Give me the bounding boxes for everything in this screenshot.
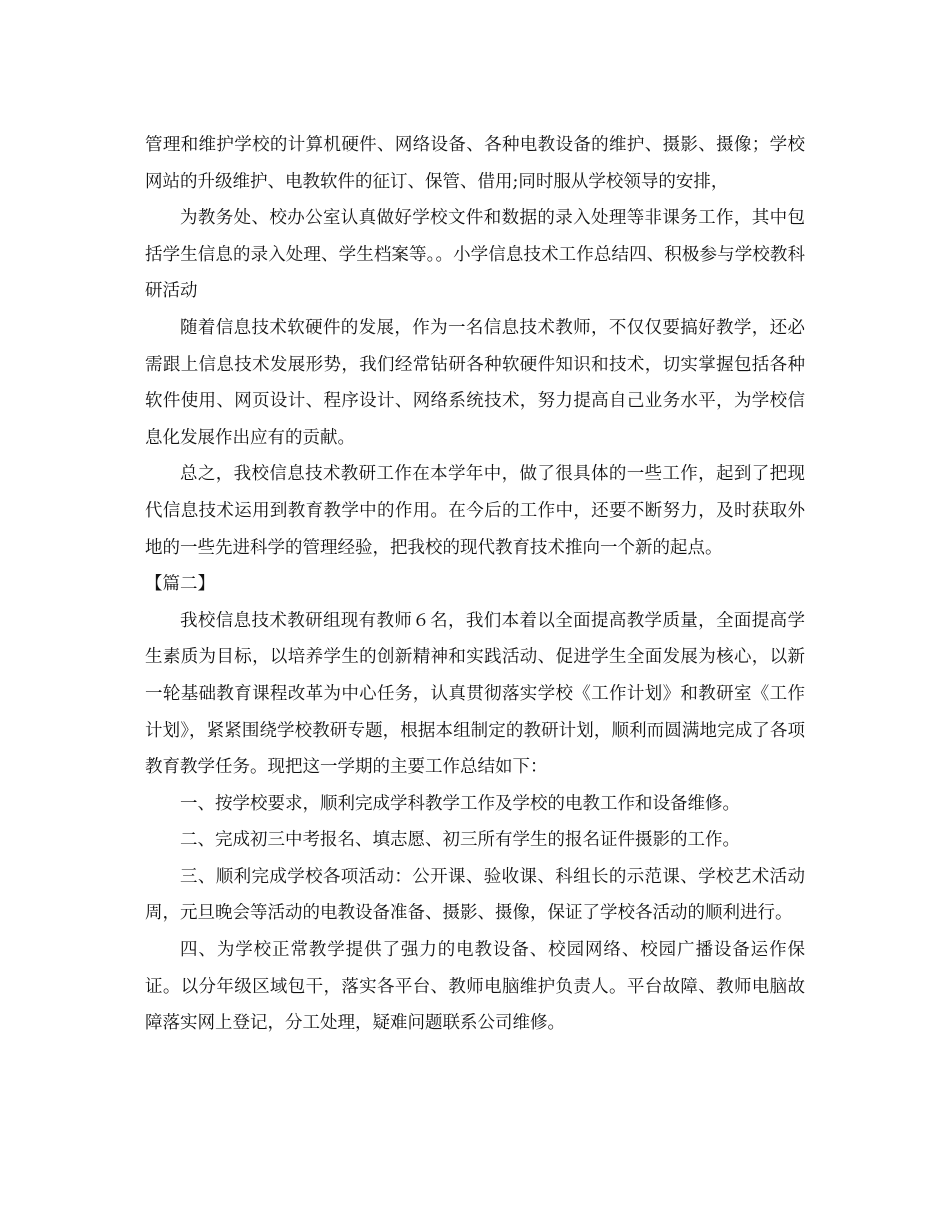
paragraph-data-entry: 为教务处、校办公室认真做好学校文件和数据的录入处理等非课务工作，其中包括学生信息的录入处理、学生档案等。。小学信息技术工作总结四、积极参与学校教科研活动 <box>145 208 805 302</box>
list-item-four: 四、为学校正常教学提供了强力的电教设备、校园网络、校园广播设备运作保证。以分年级区域包干，落实各平台、教师电脑维护负责人。平台故障、教师电脑故障落实网上登记，分工处理，疑难问题联系公司维修。 <box>145 940 805 1034</box>
list-item-three: 三、顺利完成学校各项活动：公开课、验收课、科组长的示范课、学校艺术活动周，元旦晚会等活动的电教设备准备、摄影、摄像，保证了学校各活动的顺利进行。 <box>145 866 805 924</box>
paragraph-group-intro: 我校信息技术教研组现有教师６名，我们本着以全面提高教学质量，全面提高学生素质为目标，以培养学生的创新精神和实践活动、促进学生全面发展为核心，以新一轮基础教育课程改革为中心任务，认真贯彻落实学校《工作计划》和教研室《工作计划》，紧紧围绕学校教研专题，根据本组制定的教研计划，顺利而圆满地完成了各项教育教学任务。现把这一学期的主要工作总结如下： <box>145 610 805 778</box>
document-body <box>145 127 805 1042</box>
paragraph-skill-development: 随着信息技术软硬件的发展，作为一名信息技术教师，不仅仅要搞好教学，还必需跟上信息技术发展形势，我们经常钻研各种软硬件知识和技术，切实掌握包括各种软件使用、网页设计、程序设计、网络系统技术，努力提高自己业务水平，为学校信息化发展作出应有的贡献。 <box>145 317 805 448</box>
section-heading-part-two: 【篇二】 <box>145 574 215 595</box>
paragraph-maintenance-duties: 管理和维护学校的计算机硬件、网络设备、各种电教设备的维护、摄影、摄像；学校网站的升级维护、电教软件的征订、保管、借用;同时服从学校领导的安排， <box>145 135 805 192</box>
paragraph-conclusion: 总之，我校信息技术教研工作在本学年中，做了很具体的一些工作，起到了把现代信息技术运用到教育教学中的作用。在今后的工作中，还要不断努力，及时获取外地的一些先进科学的管理经验，把我校的现代教育技术推向一个新的起点。 <box>145 464 805 558</box>
list-item-two: 二、完成初三中考报名、填志愿、初三所有学生的报名证件摄影的工作。 <box>180 830 740 851</box>
list-item-one: 一、按学校要求，顺利完成学科教学工作及学校的电教工作和设备维修。 <box>180 793 740 814</box>
